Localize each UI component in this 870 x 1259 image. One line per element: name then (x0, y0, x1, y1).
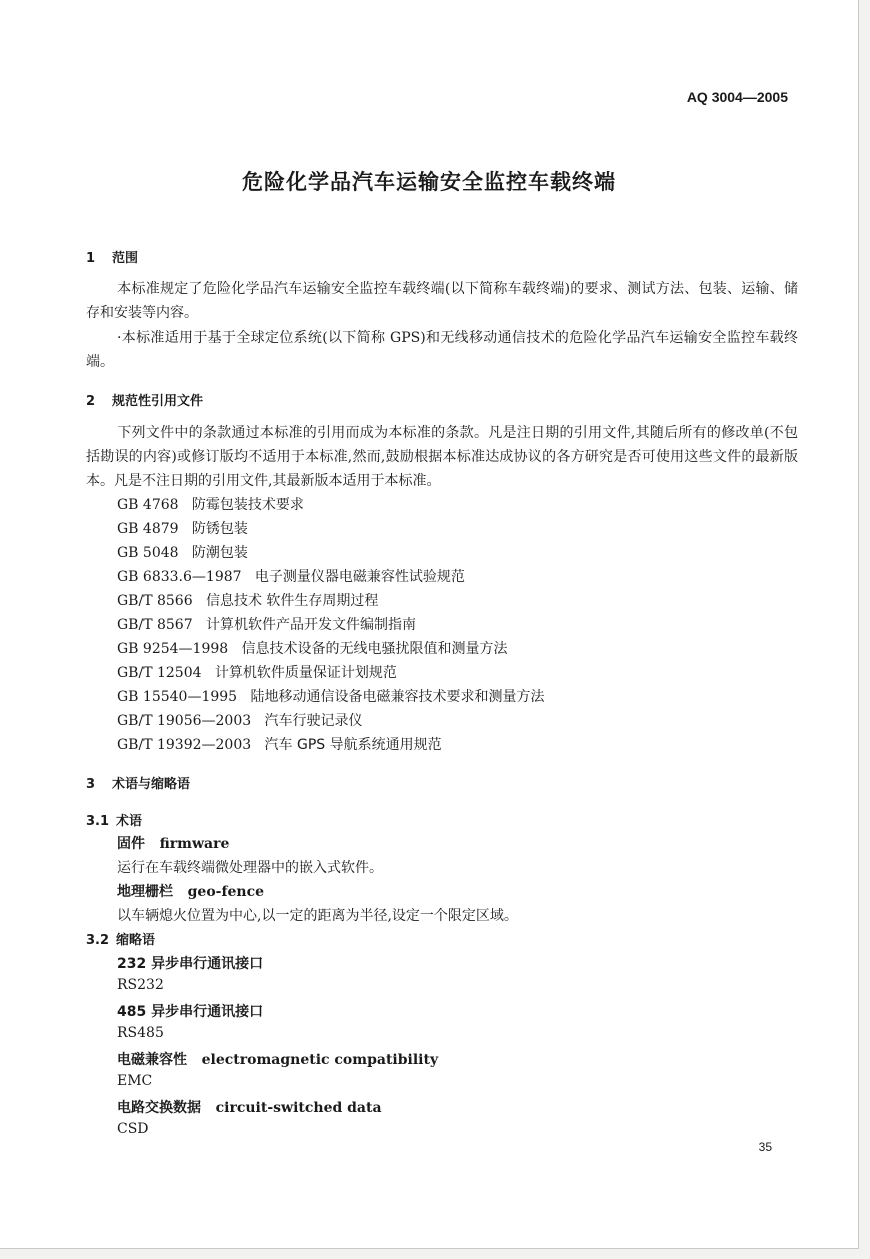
section-title: 范围 (112, 251, 139, 266)
reference-item: GB/T 12504 计算机软件质量保证计划规范 (117, 665, 397, 681)
reference-item: GB 6833.6—1987 电子测量仪器电磁兼容性试验规范 (117, 569, 465, 585)
abbreviation: RS232 (117, 977, 164, 993)
section-3-heading (86, 773, 190, 792)
reference-item: GB/T 8566 信息技术 软件生存周期过程 (117, 593, 379, 609)
term-heading: 地理栅栏 geo-fence (117, 884, 265, 900)
reference-item: GB 5048 防潮包装 (117, 545, 248, 561)
abbreviation: RS485 (117, 1025, 164, 1041)
subsection-3-1-heading (86, 810, 142, 829)
term-heading: 固件 firmware (117, 836, 230, 852)
section-number: 2 (86, 394, 96, 409)
reference-item: GB/T 19056—2003 汽车行驶记录仪 (117, 713, 363, 729)
reference-item: GB/T 8567 计算机软件产品开发文件编制指南 (117, 617, 416, 633)
reference-item: GB 15540—1995 陆地移动通信设备电磁兼容技术要求和测量方法 (117, 689, 545, 705)
standard-code: AQ 3004—2005 (686, 89, 788, 105)
abbreviation-heading: 电路交换数据 circuit-switched data (117, 1100, 382, 1116)
section-1-paragraph-2: ·本标准适用于基于全球定位系统(以下简称 GPS)和无线移动通信技术的危险化学品汽车运输安全监控车载终端。 (86, 330, 798, 370)
section-1-paragraph-1: 本标准规定了危险化学品汽车运输安全监控车载终端(以下简称车载终端)的要求、测试方法、包装、运输、储存和安装等内容。 (86, 281, 798, 321)
reference-item: GB 9254—1998 信息技术设备的无线电骚扰限值和测量方法 (117, 641, 508, 657)
subsection-title: 缩略语 (116, 933, 156, 948)
reference-item: GB 4879 防锈包装 (117, 521, 248, 537)
section-number: 3 (86, 777, 96, 792)
section-1-heading (86, 247, 138, 266)
document-title: 危险化学品汽车运输安全监控车载终端 (242, 170, 616, 194)
abbreviation: EMC (117, 1073, 153, 1089)
section-number: 1 (86, 251, 96, 266)
abbreviation: CSD (117, 1121, 149, 1137)
section-2-intro: 下列文件中的条款通过本标准的引用而成为本标准的条款。凡是注日期的引用文件,其随后所有的修改单(不包括勘误的内容)或修订版均不适用于本标准,然而,鼓励根据本标准达成协议的各方研究是否可使用这些文件的最新版本。凡是不注日期的引用文件,其最新版本适用于本标准。 (86, 425, 798, 489)
subsection-title: 术语 (116, 814, 143, 829)
subsection-number: 3.1 (86, 814, 110, 829)
abbreviation-heading: 485 异步串行通讯接口 (117, 1004, 264, 1020)
reference-item: GB 4768 防霉包装技术要求 (117, 497, 304, 513)
page-number: 35 (758, 1140, 772, 1154)
abbreviation-heading: 电磁兼容性 electromagnetic compatibility (117, 1052, 439, 1068)
section-title: 规范性引用文件 (112, 394, 204, 409)
reference-item: GB/T 19392—2003 汽车 GPS 导航系统通用规范 (117, 737, 442, 753)
term-definition: 以车辆熄火位置为中心,以一定的距离为半径,设定一个限定区域。 (117, 908, 518, 924)
section-title: 术语与缩略语 (112, 777, 191, 792)
abbreviation-heading: 232 异步串行通讯接口 (117, 956, 264, 972)
section-2-heading (86, 390, 203, 409)
subsection-3-2-heading (86, 929, 155, 948)
term-definition: 运行在车载终端微处理器中的嵌入式软件。 (117, 860, 383, 876)
subsection-number: 3.2 (86, 933, 110, 948)
